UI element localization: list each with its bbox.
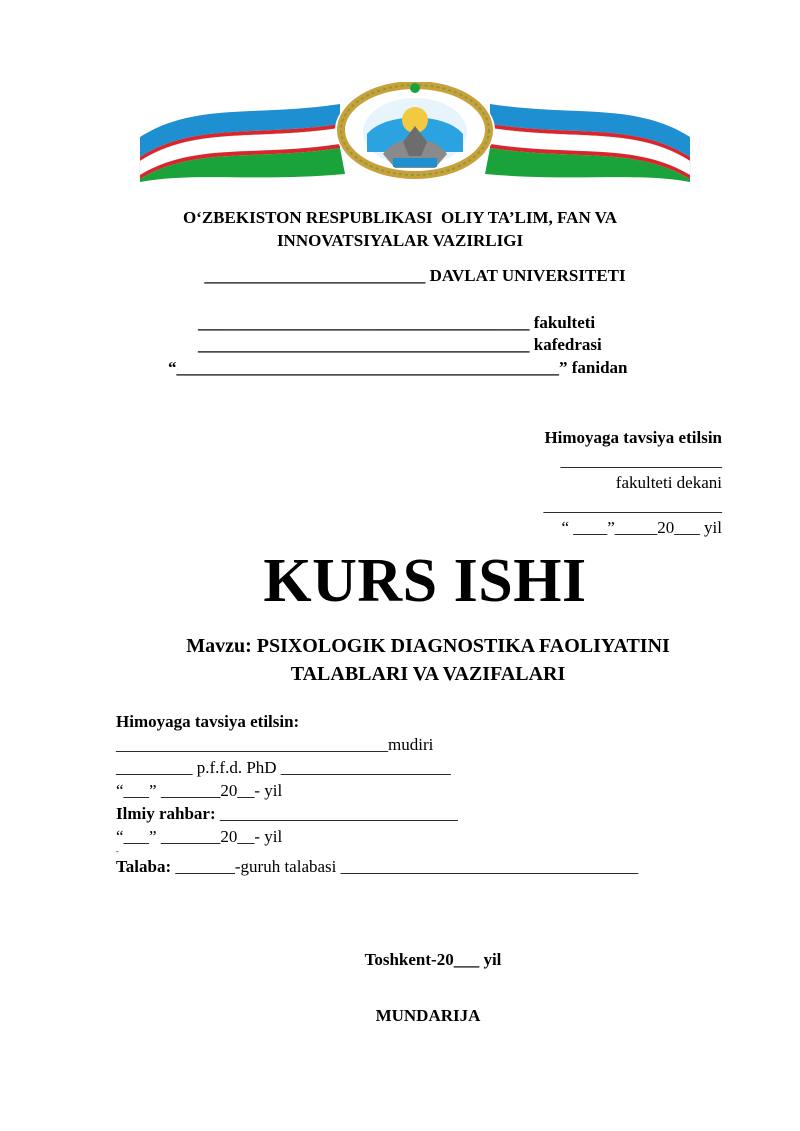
- head-of-department-line: ________________________________mudiri: [116, 735, 434, 754]
- recommend-label: Himoyaga tavsiya etilsin:: [116, 712, 300, 731]
- coat-of-arms: [335, 82, 495, 178]
- supervisor-label: Ilmiy rahbar:: [116, 804, 216, 823]
- subject-line: “_____________________________________________” fanidan: [168, 358, 628, 377]
- topic-line-1: Mavzu: PSIXOLOGIK DIAGNOSTIKA FAOLIYATINI: [186, 635, 670, 657]
- document-title: KURS ISHI: [263, 547, 587, 615]
- date-line-1: “___” _______20__- yil: [116, 781, 283, 800]
- right-flag: [485, 104, 690, 182]
- approval-date: “ ____”_____20___ yil: [561, 518, 722, 537]
- ministry-line-1: O‘ZBEKISTON RESPUBLIKASI OLIY TA’LIM, FAN VA: [182, 208, 618, 227]
- degree-line: _________ p.f.f.d. PhD ____________________: [116, 758, 451, 777]
- student-blank: _______-guruh talabasi ___________________________________: [171, 857, 639, 876]
- approval-title: Himoyaga tavsiya etilsin: [544, 428, 722, 447]
- tiny-mark: -: [116, 847, 119, 856]
- left-flag: [140, 104, 345, 182]
- state-emblem-with-flags: [135, 82, 695, 182]
- dean-label: fakulteti dekani: [615, 473, 722, 492]
- approval-blank-1: ___________________: [560, 451, 722, 470]
- date-line-2: “___” _______20__- yil: [116, 827, 283, 846]
- approval-blank-2: _____________________: [543, 496, 722, 515]
- department-line: _______________________________________ kafedrasi: [198, 335, 602, 354]
- contents-heading: MUNDARIJA: [375, 1006, 481, 1025]
- supervisor-blank: ____________________________: [215, 804, 458, 823]
- student-label: Talaba:: [116, 857, 172, 876]
- faculty-line: _______________________________________ fakulteti: [198, 313, 596, 332]
- topic-line-2: TALABLARI VA VAZIFALARI: [290, 663, 566, 685]
- student-line: [116, 857, 638, 877]
- ministry-line-2: INNOVATSIYALAR VAZIRLIGI: [276, 231, 524, 250]
- supervisor-line: [116, 804, 458, 824]
- city-year: Toshkent-20___ yil: [364, 950, 502, 969]
- university-line: __________________________ DAVLAT UNIVERSITETI: [204, 266, 626, 285]
